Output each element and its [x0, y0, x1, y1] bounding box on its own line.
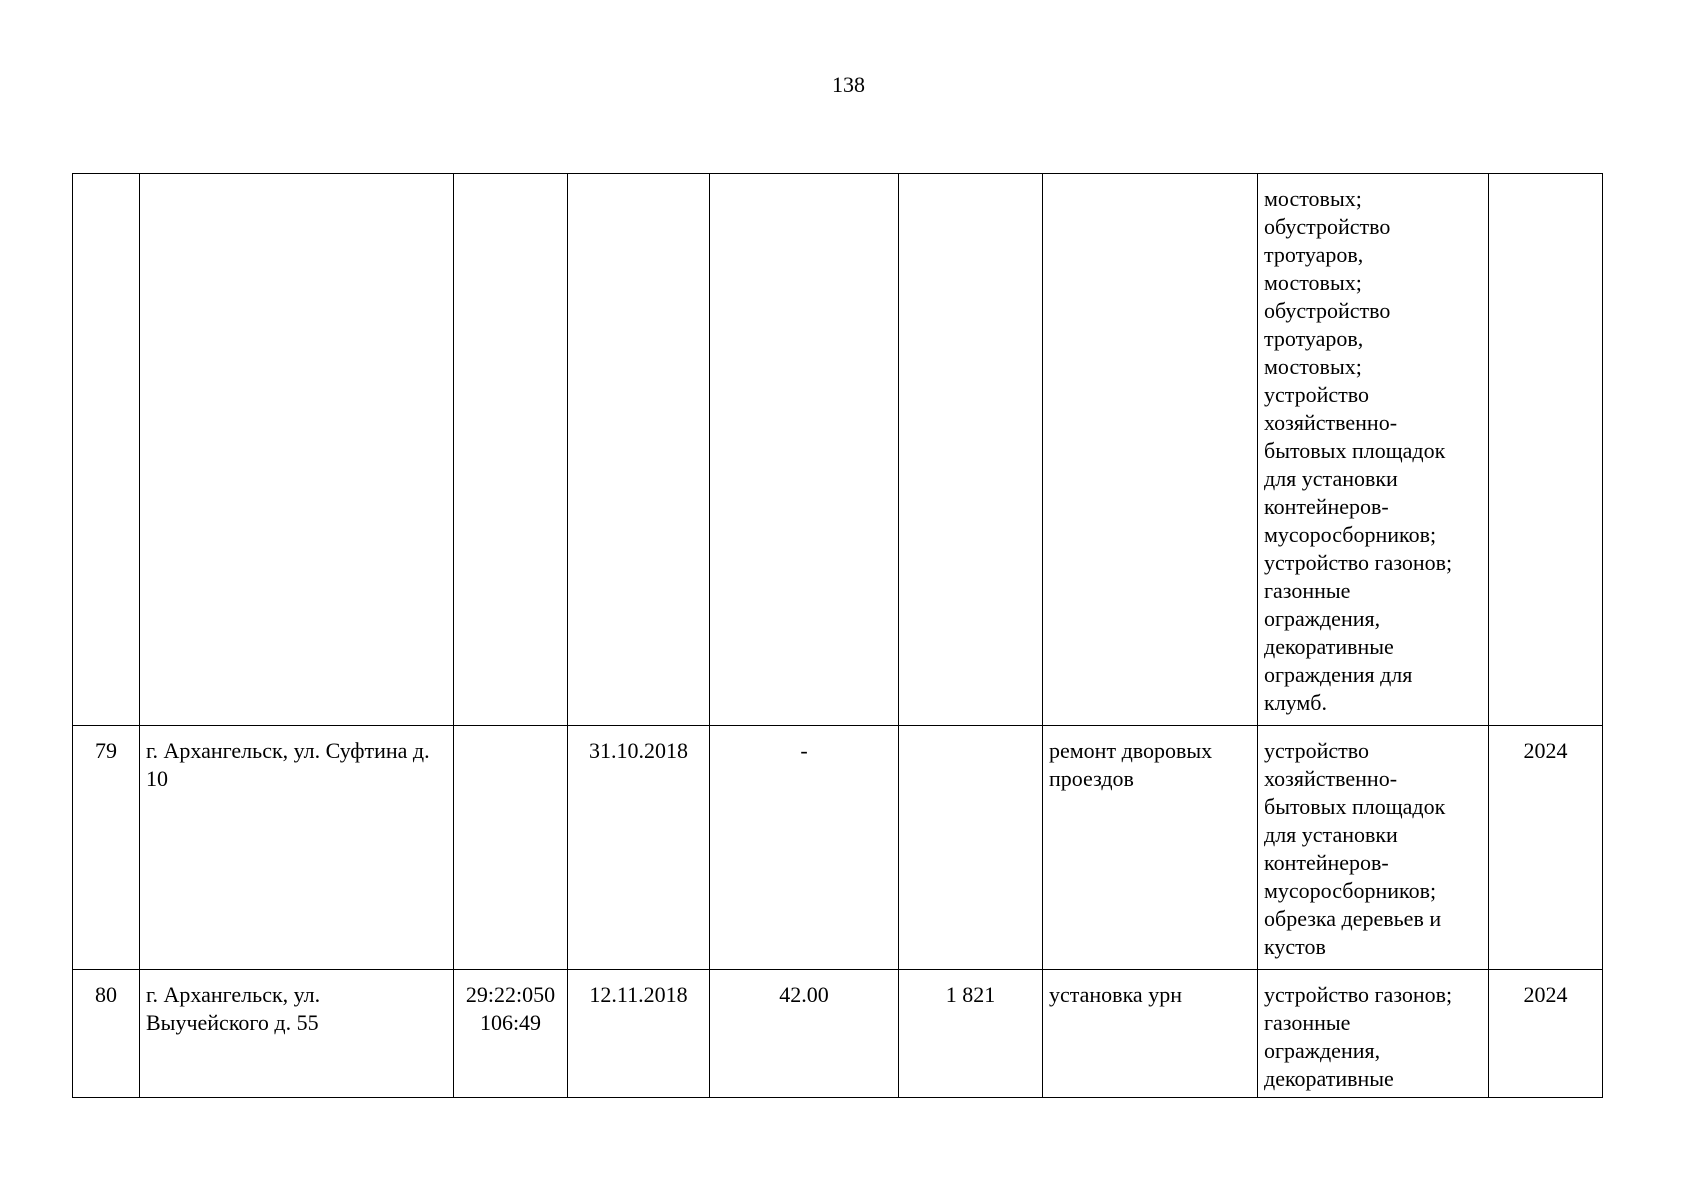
- date-cell: 31.10.2018: [568, 726, 710, 970]
- table-row: [73, 970, 1603, 1098]
- address-cell: [140, 174, 454, 726]
- works-extra-line: ограждения,: [1264, 1038, 1381, 1063]
- works-extra-cell: [1258, 174, 1489, 726]
- date-cell: 12.11.2018: [568, 970, 710, 1098]
- page-number: 138: [832, 72, 865, 97]
- works-extra-line: хозяйственно-: [1264, 766, 1398, 791]
- works-extra-line: мостовых;: [1264, 270, 1362, 295]
- works-extra-line: обустройство: [1264, 298, 1391, 323]
- address-cell: г. Архангельск, ул. Суфтина д. 10: [140, 726, 454, 970]
- table-row: [73, 174, 1603, 726]
- works-extra-line: устройство газонов;: [1264, 982, 1453, 1007]
- cadastral-line: 106:49: [479, 1010, 542, 1035]
- works-min-cell: установка урн: [1043, 970, 1258, 1098]
- works-extra-line: обрезка деревьев и: [1264, 906, 1442, 931]
- works-extra-line: кустов: [1264, 934, 1326, 959]
- row-number-cell: 80: [73, 970, 140, 1098]
- works-extra-line: тротуаров,: [1264, 242, 1364, 267]
- works-extra-line: декоративные: [1264, 1066, 1394, 1091]
- works-extra-line: мостовых;: [1264, 186, 1362, 211]
- cadastral-cell: [454, 726, 568, 970]
- year-cell: 2024: [1489, 726, 1603, 970]
- works-extra-line: бытовых площадок: [1264, 438, 1446, 463]
- works-extra-line: газонные: [1264, 1010, 1351, 1035]
- area-cell: [710, 174, 899, 726]
- works-extra-line: хозяйственно-: [1264, 410, 1398, 435]
- works-extra-line: устройство: [1264, 382, 1370, 407]
- works-min-cell: [1043, 174, 1258, 726]
- works-extra-line: тротуаров,: [1264, 326, 1364, 351]
- works-extra-line: устройство газонов;: [1264, 550, 1453, 575]
- works-extra-line: клумб.: [1264, 690, 1327, 715]
- area-cell: 42.00: [710, 970, 899, 1098]
- works-min-cell: ремонт дворовых проездов: [1043, 726, 1258, 970]
- works-extra-line: ограждения,: [1264, 606, 1381, 631]
- row-number-cell: [73, 174, 140, 726]
- works-extra-line: газонные: [1264, 578, 1351, 603]
- value-cell: [899, 726, 1043, 970]
- works-extra-line: для установки: [1264, 822, 1398, 847]
- area-cell: -: [710, 726, 899, 970]
- cadastral-cell: [454, 174, 568, 726]
- address-cell: г. Архангельск, ул. Выучейского д. 55: [140, 970, 454, 1098]
- year-cell: 2024: [1489, 970, 1603, 1098]
- works-extra-line: декоративные: [1264, 634, 1394, 659]
- cadastral-line: 29:22:050: [465, 982, 556, 1007]
- works-extra-cell: [1258, 726, 1489, 970]
- works-extra-line: контейнеров-: [1264, 850, 1389, 875]
- value-cell: 1 821: [899, 970, 1043, 1098]
- works-extra-line: бытовых площадок: [1264, 794, 1446, 819]
- works-extra-line: для установки: [1264, 466, 1398, 491]
- table-row: [73, 726, 1603, 970]
- value-cell: [899, 174, 1043, 726]
- works-extra-line: мусоросборников;: [1264, 522, 1437, 547]
- works-extra-line: контейнеров-: [1264, 494, 1389, 519]
- date-cell: [568, 174, 710, 726]
- works-extra-line: мусоросборников;: [1264, 878, 1437, 903]
- objects-table: [72, 173, 1603, 1098]
- works-extra-cell: [1258, 970, 1489, 1098]
- cadastral-cell: [454, 970, 568, 1098]
- year-cell: [1489, 174, 1603, 726]
- works-extra-line: мостовых;: [1264, 354, 1362, 379]
- works-extra-line: устройство: [1264, 738, 1370, 763]
- works-extra-line: обустройство: [1264, 214, 1391, 239]
- row-number-cell: 79: [73, 726, 140, 970]
- works-extra-line: ограждения для: [1264, 662, 1413, 687]
